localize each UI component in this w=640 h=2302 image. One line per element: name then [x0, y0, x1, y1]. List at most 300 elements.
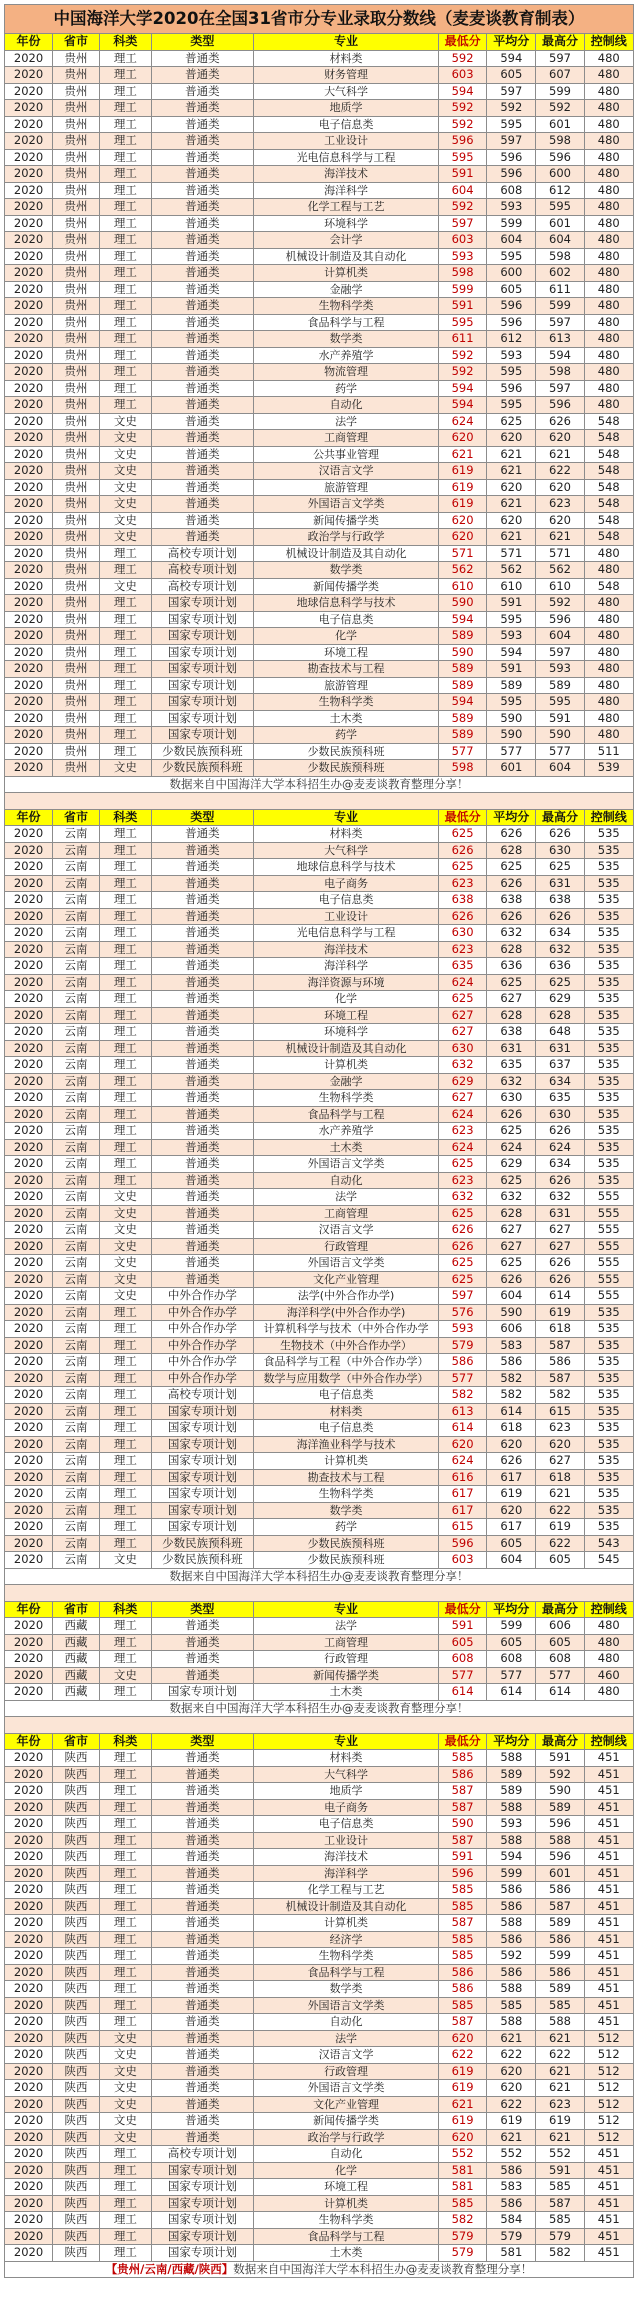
control-line-cell: 535: [584, 1337, 633, 1354]
category-cell: 理工: [99, 1783, 151, 1800]
category-cell: 理工: [99, 1106, 151, 1123]
control-line-cell: 480: [584, 727, 633, 744]
control-line-cell: 451: [584, 2195, 633, 2212]
min-score-cell: 552: [439, 2146, 487, 2163]
avg-score-cell: 619: [487, 2113, 536, 2130]
max-score-cell: 628: [536, 1007, 584, 1024]
control-line-cell: 512: [584, 2030, 633, 2047]
category-cell: 理工: [99, 1981, 151, 1998]
avg-score-cell: 614: [487, 1684, 536, 1701]
table-row: [5, 1156, 634, 1173]
major-cell: 食品科学与工程: [254, 2228, 439, 2245]
category-cell: 理工: [99, 1073, 151, 1090]
province-cell: 陕西: [53, 1766, 100, 1783]
control-line-cell: 451: [584, 2014, 633, 2031]
source-note: 数据来自中国海洋大学本科招生办@麦麦谈教育整理分享！: [5, 1568, 634, 1585]
min-score-cell: 626: [439, 1222, 487, 1239]
avg-score-cell: 596: [487, 166, 536, 183]
province-cell: 陕西: [53, 1865, 100, 1882]
category-cell: 理工: [99, 941, 151, 958]
major-cell: 药学: [254, 727, 439, 744]
table-row: [5, 842, 634, 859]
min-score-cell: 598: [439, 760, 487, 777]
province-cell: 云南: [53, 1238, 100, 1255]
min-score-cell: 614: [439, 1420, 487, 1437]
avg-score-cell: 604: [487, 1288, 536, 1305]
province-cell: 陕西: [53, 1882, 100, 1899]
year-cell: 2020: [5, 364, 53, 381]
table-row: [5, 347, 634, 364]
column-header-type: 类型: [151, 809, 253, 826]
avg-score-cell: 628: [487, 1007, 536, 1024]
major-cell: 土木类: [254, 1139, 439, 1156]
source-note-row: [5, 1568, 634, 1585]
avg-score-cell: 597: [487, 83, 536, 100]
control-line-cell: 480: [584, 116, 633, 133]
max-score-cell: 629: [536, 991, 584, 1008]
avg-score-cell: 600: [487, 265, 536, 282]
table-row: [5, 908, 634, 925]
year-cell: 2020: [5, 1898, 53, 1915]
max-score-cell: 608: [536, 1651, 584, 1668]
major-cell: 法学: [254, 2030, 439, 2047]
year-cell: 2020: [5, 1750, 53, 1767]
category-cell: 文史: [99, 578, 151, 595]
control-line-cell: 451: [584, 2228, 633, 2245]
control-line-cell: 451: [584, 1849, 633, 1866]
min-score-cell: 619: [439, 2063, 487, 2080]
min-score-cell: 589: [439, 628, 487, 645]
type-cell: 普通类: [151, 2030, 253, 2047]
category-cell: 理工: [99, 1403, 151, 1420]
table-row: [5, 83, 634, 100]
max-score-cell: 627: [536, 1453, 584, 1470]
min-score-cell: 625: [439, 1255, 487, 1272]
type-cell: 国家专项计划: [151, 1453, 253, 1470]
min-score-cell: 615: [439, 1519, 487, 1536]
control-line-cell: 480: [584, 380, 633, 397]
control-line-cell: 480: [584, 1684, 633, 1701]
type-cell: 国家专项计划: [151, 1684, 253, 1701]
category-cell: 理工: [99, 1469, 151, 1486]
province-cell: 贵州: [53, 281, 100, 298]
type-cell: 普通类: [151, 1766, 253, 1783]
avg-score-cell: 619: [487, 1486, 536, 1503]
min-score-cell: 624: [439, 413, 487, 430]
category-cell: 理工: [99, 133, 151, 150]
control-line-cell: 480: [584, 298, 633, 315]
type-cell: 国家专项计划: [151, 2228, 253, 2245]
max-score-cell: 594: [536, 347, 584, 364]
column-header-max-score: 最高分: [536, 1733, 584, 1750]
major-cell: 环境工程: [254, 2179, 439, 2196]
category-cell: 理工: [99, 1816, 151, 1833]
header-row: [5, 809, 634, 826]
column-header-type: 类型: [151, 1601, 253, 1618]
min-score-cell: 626: [439, 842, 487, 859]
control-line-cell: 535: [584, 1321, 633, 1338]
category-cell: 理工: [99, 1997, 151, 2014]
type-cell: 普通类: [151, 2047, 253, 2064]
year-cell: 2020: [5, 281, 53, 298]
category-cell: 理工: [99, 265, 151, 282]
major-cell: 行政管理: [254, 1238, 439, 1255]
table-row: [5, 760, 634, 777]
column-header-avg-score: 平均分: [487, 1601, 536, 1618]
major-cell: 工商管理: [254, 1205, 439, 1222]
year-cell: 2020: [5, 1271, 53, 1288]
table-row: [5, 199, 634, 216]
major-cell: 计算机类: [254, 265, 439, 282]
min-score-cell: 620: [439, 1436, 487, 1453]
control-line-cell: 535: [584, 1519, 633, 1536]
header-row: [5, 1601, 634, 1618]
source-note: 数据来自中国海洋大学本科招生办@麦麦谈教育整理分享！: [5, 776, 634, 793]
avg-score-cell: 589: [487, 677, 536, 694]
year-cell: 2020: [5, 1502, 53, 1519]
type-cell: 普通类: [151, 1156, 253, 1173]
min-score-cell: 621: [439, 2096, 487, 2113]
column-header-avg-score: 平均分: [487, 1733, 536, 1750]
min-score-cell: 597: [439, 215, 487, 232]
avg-score-cell: 626: [487, 826, 536, 843]
major-cell: 数学类: [254, 562, 439, 579]
max-score-cell: 621: [536, 1486, 584, 1503]
type-cell: 普通类: [151, 1139, 253, 1156]
year-cell: 2020: [5, 1139, 53, 1156]
table-row: [5, 1981, 634, 1998]
max-score-cell: 626: [536, 908, 584, 925]
max-score-cell: 638: [536, 892, 584, 909]
max-score-cell: 599: [536, 83, 584, 100]
type-cell: 普通类: [151, 1205, 253, 1222]
control-line-cell: 548: [584, 463, 633, 480]
year-cell: 2020: [5, 67, 53, 84]
category-cell: 文史: [99, 1238, 151, 1255]
category-cell: 理工: [99, 1832, 151, 1849]
year-cell: 2020: [5, 430, 53, 447]
avg-score-cell: 596: [487, 314, 536, 331]
control-line-cell: 480: [584, 199, 633, 216]
province-cell: 陕西: [53, 2113, 100, 2130]
province-cell: 云南: [53, 826, 100, 843]
column-header-year: 年份: [5, 809, 53, 826]
type-cell: 普通类: [151, 364, 253, 381]
year-cell: 2020: [5, 958, 53, 975]
major-cell: 电子信息类: [254, 1420, 439, 1437]
avg-score-cell: 581: [487, 2245, 536, 2262]
max-score-cell: 586: [536, 1931, 584, 1948]
category-cell: 理工: [99, 1882, 151, 1899]
province-cell: 陕西: [53, 2179, 100, 2196]
type-cell: 普通类: [151, 925, 253, 942]
year-cell: 2020: [5, 1469, 53, 1486]
table-row: [5, 1007, 634, 1024]
major-cell: 生物科学类: [254, 2212, 439, 2229]
control-line-cell: 535: [584, 1502, 633, 1519]
max-score-cell: 597: [536, 50, 584, 67]
category-cell: 理工: [99, 727, 151, 744]
column-header-province: 省市: [53, 809, 100, 826]
major-cell: 大气科学: [254, 1766, 439, 1783]
type-cell: 普通类: [151, 859, 253, 876]
year-cell: 2020: [5, 1535, 53, 1552]
year-cell: 2020: [5, 479, 53, 496]
table-row: [5, 1535, 634, 1552]
year-cell: 2020: [5, 1799, 53, 1816]
category-cell: 理工: [99, 842, 151, 859]
type-cell: 少数民族预科班: [151, 1535, 253, 1552]
avg-score-cell: 589: [487, 1783, 536, 1800]
table-row: [5, 2113, 634, 2130]
category-cell: 理工: [99, 595, 151, 612]
province-cell: 云南: [53, 1255, 100, 1272]
avg-score-cell: 626: [487, 908, 536, 925]
column-header-major: 专业: [254, 34, 439, 51]
min-score-cell: 630: [439, 1040, 487, 1057]
control-line-cell: 480: [584, 562, 633, 579]
province-cell: 贵州: [53, 644, 100, 661]
max-score-cell: 627: [536, 1222, 584, 1239]
table-row: [5, 710, 634, 727]
major-cell: 大气科学: [254, 842, 439, 859]
province-cell: 贵州: [53, 116, 100, 133]
control-line-cell: 535: [584, 1040, 633, 1057]
control-line-cell: 535: [584, 842, 633, 859]
table-row: [5, 1271, 634, 1288]
min-score-cell: 624: [439, 974, 487, 991]
control-line-cell: 451: [584, 1964, 633, 1981]
table-row: [5, 479, 634, 496]
year-cell: 2020: [5, 694, 53, 711]
year-cell: 2020: [5, 2030, 53, 2047]
year-cell: 2020: [5, 1486, 53, 1503]
footer-text: 数据来自中国海洋大学本科招生办@麦麦谈教育整理分享！: [233, 2261, 533, 2276]
type-cell: 少数民族预科班: [151, 760, 253, 777]
min-score-cell: 582: [439, 2212, 487, 2229]
control-line-cell: 480: [584, 232, 633, 249]
major-cell: 电子信息类: [254, 611, 439, 628]
min-score-cell: 605: [439, 1634, 487, 1651]
province-cell: 贵州: [53, 727, 100, 744]
type-cell: 普通类: [151, 1849, 253, 1866]
table-row: [5, 661, 634, 678]
year-cell: 2020: [5, 1370, 53, 1387]
province-cell: 贵州: [53, 50, 100, 67]
table-row: [5, 892, 634, 909]
control-line-cell: 511: [584, 743, 633, 760]
major-cell: 土木类: [254, 1684, 439, 1701]
province-cell: 云南: [53, 958, 100, 975]
max-score-cell: 598: [536, 133, 584, 150]
type-cell: 普通类: [151, 2096, 253, 2113]
max-score-cell: 631: [536, 1040, 584, 1057]
type-cell: 普通类: [151, 1057, 253, 1074]
province-cell: 云南: [53, 1403, 100, 1420]
min-score-cell: 624: [439, 1453, 487, 1470]
max-score-cell: 620: [536, 1436, 584, 1453]
avg-score-cell: 627: [487, 1238, 536, 1255]
type-cell: 普通类: [151, 1073, 253, 1090]
max-score-cell: 586: [536, 1354, 584, 1371]
category-cell: 理工: [99, 1964, 151, 1981]
max-score-cell: 626: [536, 1255, 584, 1272]
max-score-cell: 577: [536, 1667, 584, 1684]
table-row: [5, 1337, 634, 1354]
control-line-cell: 535: [584, 1354, 633, 1371]
max-score-cell: 626: [536, 826, 584, 843]
year-cell: 2020: [5, 2228, 53, 2245]
max-score-cell: 579: [536, 2228, 584, 2245]
control-line-cell: 480: [584, 83, 633, 100]
category-cell: 理工: [99, 281, 151, 298]
type-cell: 普通类: [151, 1222, 253, 1239]
max-score-cell: 637: [536, 1057, 584, 1074]
column-header-min-score: 最低分: [439, 1601, 487, 1618]
avg-score-cell: 610: [487, 578, 536, 595]
type-cell: 国家专项计划: [151, 628, 253, 645]
category-cell: 文史: [99, 496, 151, 513]
control-line-cell: 451: [584, 1981, 633, 1998]
max-score-cell: 602: [536, 265, 584, 282]
max-score-cell: 595: [536, 199, 584, 216]
max-score-cell: 612: [536, 182, 584, 199]
province-cell: 云南: [53, 941, 100, 958]
major-cell: 数学与应用数学（中外合作办学）: [254, 1370, 439, 1387]
type-cell: 普通类: [151, 149, 253, 166]
control-line-cell: 535: [584, 1024, 633, 1041]
year-cell: 2020: [5, 1238, 53, 1255]
max-score-cell: 592: [536, 1766, 584, 1783]
province-cell: 贵州: [53, 661, 100, 678]
year-cell: 2020: [5, 100, 53, 117]
major-cell: 水产养殖学: [254, 1123, 439, 1140]
category-cell: 理工: [99, 1865, 151, 1882]
type-cell: 普通类: [151, 1106, 253, 1123]
avg-score-cell: 632: [487, 1189, 536, 1206]
province-cell: 云南: [53, 842, 100, 859]
major-cell: 公共事业管理: [254, 446, 439, 463]
category-cell: 文史: [99, 1189, 151, 1206]
province-cell: 云南: [53, 1007, 100, 1024]
min-score-cell: 617: [439, 1486, 487, 1503]
avg-score-cell: 625: [487, 859, 536, 876]
max-score-cell: 624: [536, 1139, 584, 1156]
year-cell: 2020: [5, 1634, 53, 1651]
avg-score-cell: 632: [487, 1073, 536, 1090]
table-row: [5, 1255, 634, 1272]
type-cell: 中外合作办学: [151, 1370, 253, 1387]
min-score-cell: 581: [439, 2162, 487, 2179]
avg-score-cell: 595: [487, 397, 536, 414]
category-cell: 文史: [99, 1288, 151, 1305]
province-cell: 陕西: [53, 2245, 100, 2262]
type-cell: 普通类: [151, 842, 253, 859]
min-score-cell: 591: [439, 298, 487, 315]
max-score-cell: 625: [536, 974, 584, 991]
max-score-cell: 588: [536, 2014, 584, 2031]
table-row: [5, 232, 634, 249]
category-cell: 理工: [99, 1799, 151, 1816]
year-cell: 2020: [5, 974, 53, 991]
avg-score-cell: 638: [487, 1024, 536, 1041]
province-cell: 陕西: [53, 2195, 100, 2212]
category-cell: 理工: [99, 1172, 151, 1189]
province-cell: 西藏: [53, 1667, 100, 1684]
major-cell: 食品科学与工程: [254, 1964, 439, 1981]
major-cell: 汉语言文学: [254, 2047, 439, 2064]
avg-score-cell: 595: [487, 611, 536, 628]
type-cell: 中外合作办学: [151, 1354, 253, 1371]
avg-score-cell: 594: [487, 1849, 536, 1866]
major-cell: 自动化: [254, 2014, 439, 2031]
avg-score-cell: 596: [487, 298, 536, 315]
type-cell: 普通类: [151, 116, 253, 133]
type-cell: 普通类: [151, 826, 253, 843]
max-score-cell: 604: [536, 232, 584, 249]
control-line-cell: 548: [584, 479, 633, 496]
major-cell: 物流管理: [254, 364, 439, 381]
major-cell: 电子信息类: [254, 1816, 439, 1833]
year-cell: 2020: [5, 2014, 53, 2031]
min-score-cell: 587: [439, 1915, 487, 1932]
type-cell: 普通类: [151, 1799, 253, 1816]
category-cell: 文史: [99, 430, 151, 447]
min-score-cell: 592: [439, 100, 487, 117]
year-cell: 2020: [5, 380, 53, 397]
max-score-cell: 585: [536, 1997, 584, 2014]
table-row: [5, 2063, 634, 2080]
category-cell: 理工: [99, 232, 151, 249]
max-score-cell: 593: [536, 661, 584, 678]
avg-score-cell: 595: [487, 364, 536, 381]
type-cell: 普通类: [151, 496, 253, 513]
table-row: [5, 281, 634, 298]
year-cell: 2020: [5, 133, 53, 150]
type-cell: 普通类: [151, 413, 253, 430]
max-score-cell: 621: [536, 446, 584, 463]
avg-score-cell: 605: [487, 281, 536, 298]
type-cell: 普通类: [151, 1964, 253, 1981]
min-score-cell: 579: [439, 2228, 487, 2245]
column-header-category: 科类: [99, 1601, 151, 1618]
avg-score-cell: 577: [487, 1667, 536, 1684]
table-row: [5, 397, 634, 414]
max-score-cell: 634: [536, 925, 584, 942]
max-score-cell: 621: [536, 2129, 584, 2146]
control-line-cell: 460: [584, 1667, 633, 1684]
min-score-cell: 587: [439, 1783, 487, 1800]
table-row: [5, 1073, 634, 1090]
year-cell: 2020: [5, 347, 53, 364]
type-cell: 国家专项计划: [151, 2179, 253, 2196]
max-score-cell: 597: [536, 644, 584, 661]
max-score-cell: 619: [536, 1304, 584, 1321]
control-line-cell: 548: [584, 430, 633, 447]
major-cell: 外国语言文学类: [254, 1997, 439, 2014]
control-line-cell: 545: [584, 1552, 633, 1569]
max-score-cell: 619: [536, 1519, 584, 1536]
control-line-cell: 451: [584, 1997, 633, 2014]
min-score-cell: 630: [439, 925, 487, 942]
year-cell: 2020: [5, 1024, 53, 1041]
major-cell: 计算机类: [254, 1453, 439, 1470]
year-cell: 2020: [5, 1387, 53, 1404]
category-cell: 理工: [99, 50, 151, 67]
type-cell: 普通类: [151, 1898, 253, 1915]
province-cell: 陕西: [53, 2162, 100, 2179]
type-cell: 普通类: [151, 1634, 253, 1651]
